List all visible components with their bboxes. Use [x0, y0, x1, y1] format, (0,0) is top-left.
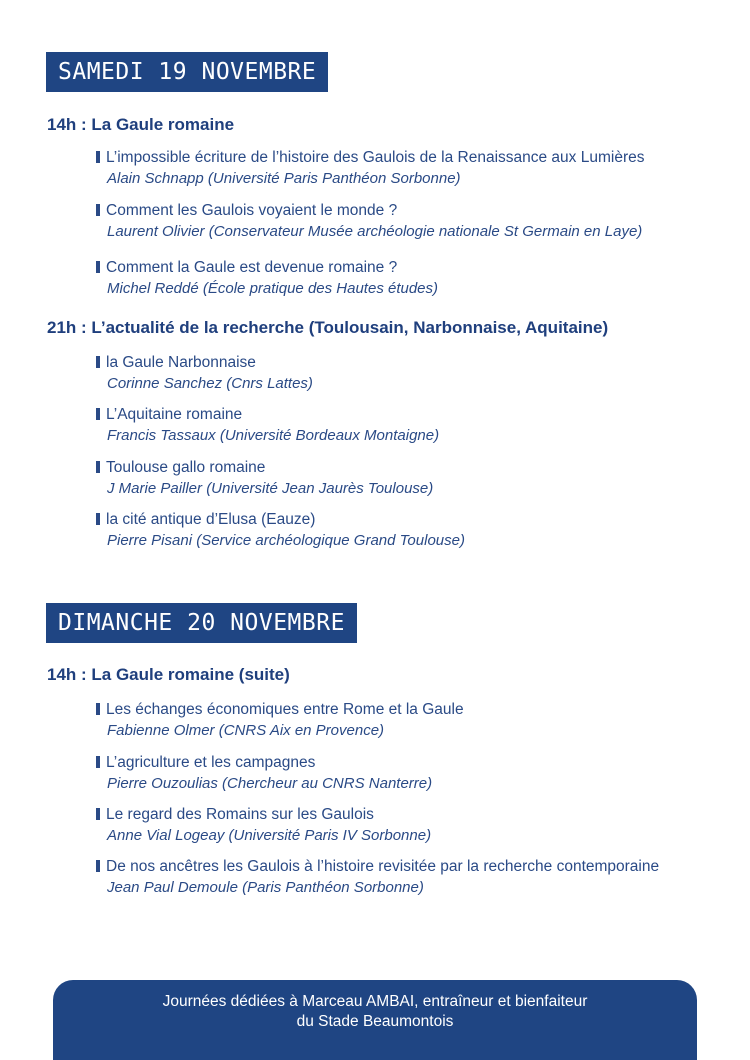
session-heading: 21h : L’actualité de la recherche (Toulousain, Narbonnaise, Aquitaine) — [47, 318, 609, 337]
talk-speaker: Laurent Olivier (Conservateur Musée archéologie nationale St Germain en Laye) — [107, 223, 643, 240]
talk-speaker: Jean Paul Demoule (Paris Panthéon Sorbonne) — [107, 879, 424, 896]
bullet-icon — [96, 513, 100, 525]
talk-speaker: Pierre Ouzoulias (Chercheur au CNRS Nanterre) — [107, 775, 433, 792]
session-heading: 14h : La Gaule romaine (suite) — [47, 665, 290, 684]
day-header-sunday: DIMANCHE 20 NOVEMBRE — [46, 603, 357, 643]
talk-title: L’agriculture et les campagnes — [106, 754, 316, 771]
bullet-icon — [96, 151, 100, 163]
day-header-saturday: SAMEDI 19 NOVEMBRE — [46, 52, 328, 92]
bullet-icon — [96, 261, 100, 273]
bullet-icon — [96, 703, 100, 715]
talk-title: Le regard des Romains sur les Gaulois — [106, 806, 374, 823]
talk-title: L’impossible écriture de l’histoire des Gaulois de la Renaissance aux Lumières — [106, 149, 645, 166]
talk-item — [96, 509, 465, 551]
talk-item — [96, 804, 431, 846]
talk-speaker: Corinne Sanchez (Cnrs Lattes) — [107, 375, 313, 392]
bullet-icon — [96, 356, 100, 368]
talk-speaker: Michel Reddé (École pratique des Hautes études) — [107, 280, 439, 297]
talk-item — [96, 856, 659, 898]
dedication-line-2: du Stade Beaumontois — [296, 1013, 454, 1030]
talk-title: la cité antique d’Elusa (Eauze) — [106, 511, 316, 528]
talk-title: Toulouse gallo romaine — [106, 459, 266, 476]
talk-item — [96, 699, 464, 741]
talk-speaker: Alain Schnapp (Université Paris Panthéon Sorbonne) — [107, 170, 461, 187]
bullet-icon — [96, 204, 100, 216]
session-heading: 14h : La Gaule romaine — [47, 115, 235, 134]
talk-speaker: J Marie Pailler (Université Jean Jaurès Toulouse) — [107, 480, 434, 497]
talk-item — [96, 352, 313, 394]
talk-item — [96, 404, 439, 446]
talk-title: L’Aquitaine romaine — [106, 406, 243, 423]
talk-speaker: Francis Tassaux (Université Bordeaux Montaigne) — [107, 427, 440, 444]
talk-speaker: Anne Vial Logeay (Université Paris IV Sorbonne) — [107, 827, 432, 844]
dedication-banner — [53, 980, 697, 1060]
talk-item — [96, 257, 438, 299]
bullet-icon — [96, 860, 100, 872]
talk-speaker: Fabienne Olmer (CNRS Aix en Provence) — [107, 722, 385, 739]
talk-item — [96, 147, 644, 189]
bullet-icon — [96, 756, 100, 768]
bullet-icon — [96, 408, 100, 420]
talk-title: Comment les Gaulois voyaient le monde ? — [106, 202, 398, 219]
dedication-line-1: Journées dédiées à Marceau AMBAI, entraîneur et bienfaiteur — [162, 993, 588, 1010]
talk-title: Comment la Gaule est devenue romaine ? — [106, 259, 398, 276]
talk-item — [96, 752, 432, 794]
bullet-icon — [96, 461, 100, 473]
talk-item — [96, 200, 642, 242]
talk-title: Les échanges économiques entre Rome et la Gaule — [106, 701, 464, 718]
talk-title: De nos ancêtres les Gaulois à l’histoire revisitée par la recherche contemporaine — [106, 858, 660, 875]
talk-speaker: Pierre Pisani (Service archéologique Grand Toulouse) — [107, 532, 465, 549]
talk-title: la Gaule Narbonnaise — [106, 354, 256, 371]
talk-item — [96, 457, 433, 499]
bullet-icon — [96, 808, 100, 820]
